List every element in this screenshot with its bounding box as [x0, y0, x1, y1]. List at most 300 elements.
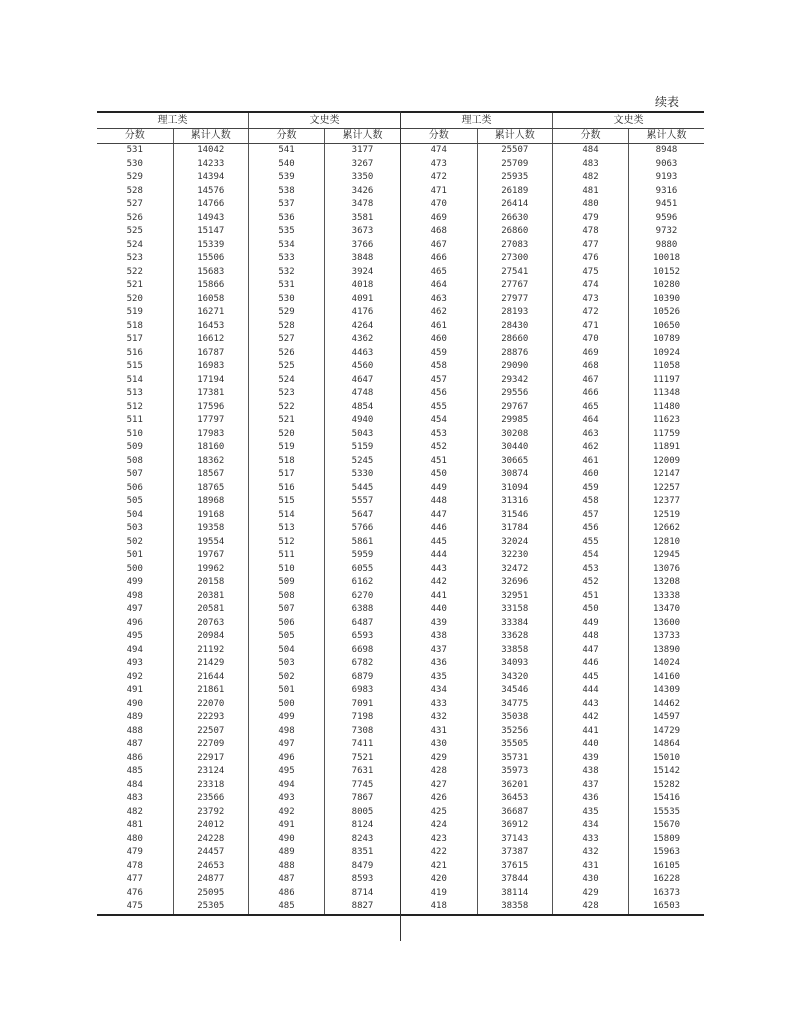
score-cell: 482 [553, 171, 629, 185]
table-row [401, 806, 704, 820]
score-cell: 424 [401, 819, 477, 833]
table-row [401, 725, 704, 739]
table-row [401, 239, 704, 253]
score-cell: 471 [401, 185, 477, 199]
score-cell: 483 [553, 158, 629, 172]
score-cell: 443 [401, 563, 477, 577]
cumulative-cell: 33158 [477, 603, 553, 617]
cumulative-cell: 27977 [477, 293, 553, 307]
table-row [401, 752, 704, 766]
score-cell: 439 [401, 617, 477, 631]
cumulative-cell: 16453 [173, 320, 249, 334]
score-cell: 460 [401, 333, 477, 347]
cumulative-cell: 10018 [652, 253, 681, 264]
cumulative-cell: 16612 [173, 333, 249, 347]
table-row [401, 698, 704, 712]
score-cell: 512 [249, 536, 325, 550]
score-cell: 517 [249, 468, 325, 482]
score-cell: 536 [249, 212, 325, 226]
cumulative-cell: 12662 [652, 523, 681, 534]
cumulative-cell: 24457 [173, 846, 249, 860]
score-cell: 462 [401, 306, 477, 320]
cumulative-cell: 7411 [351, 739, 374, 750]
score-cell: 433 [553, 833, 629, 847]
score-cell: 487 [97, 738, 173, 752]
table-row [97, 455, 400, 469]
cumulative-cell: 36453 [477, 792, 553, 806]
score-cell: 444 [401, 549, 477, 563]
cumulative-cell: 5330 [351, 469, 374, 480]
score-cell: 435 [401, 671, 477, 685]
cumulative-cell: 9451 [655, 199, 678, 210]
table-row [97, 819, 400, 833]
cumulative-cell: 37615 [477, 860, 553, 874]
table-row [401, 293, 704, 307]
cumulative-cell: 7521 [351, 752, 374, 763]
cumulative-cell: 33628 [477, 630, 553, 644]
score-cell: 531 [249, 279, 325, 293]
score-cell: 436 [401, 657, 477, 671]
table-row [97, 779, 400, 793]
score-cell: 453 [401, 428, 477, 442]
score-cell: 516 [97, 347, 173, 361]
score-cell: 501 [249, 684, 325, 698]
cumulative-cell: 10280 [652, 280, 681, 291]
cumulative-cell: 11480 [652, 401, 681, 412]
category-header-science: 理工类 [97, 112, 249, 129]
cumulative-cell: 15147 [173, 225, 249, 239]
cumulative-cell: 15282 [652, 779, 681, 790]
cumulative-cell: 36912 [477, 819, 553, 833]
score-cell: 532 [249, 266, 325, 280]
table-row [97, 603, 400, 617]
score-cell: 433 [401, 698, 477, 712]
cumulative-cell: 29556 [477, 387, 553, 401]
table-row [401, 671, 704, 685]
score-cell: 449 [401, 482, 477, 496]
table-row [401, 900, 704, 915]
score-cell: 481 [97, 819, 173, 833]
table-row [401, 279, 704, 293]
cumulative-cell: 11759 [652, 428, 681, 439]
cumulative-cell: 12009 [652, 455, 681, 466]
cumulative-cell: 12377 [652, 496, 681, 507]
score-cell: 473 [401, 158, 477, 172]
cumulative-cell: 8479 [351, 860, 374, 871]
score-cell: 451 [401, 455, 477, 469]
cumulative-cell: 8243 [351, 833, 374, 844]
score-cell: 540 [249, 158, 325, 172]
table-row [401, 387, 704, 401]
cumulative-cell: 21192 [173, 644, 249, 658]
score-cell: 499 [97, 576, 173, 590]
score-cell: 448 [401, 495, 477, 509]
cumulative-cell: 29090 [477, 360, 553, 374]
score-cell: 476 [97, 887, 173, 901]
table-row [97, 765, 400, 779]
score-cell: 467 [401, 239, 477, 253]
continued-label: 续表 [655, 95, 680, 109]
cumulative-cell: 38114 [477, 887, 553, 901]
score-cell: 458 [401, 360, 477, 374]
table-body-right [401, 144, 704, 915]
score-cell: 472 [553, 306, 629, 320]
score-cell: 531 [97, 144, 173, 158]
score-tables [97, 111, 702, 941]
cumulative-cell: 8827 [325, 900, 401, 915]
cumulative-cell: 10390 [652, 293, 681, 304]
score-cell: 525 [249, 360, 325, 374]
score-cell: 470 [401, 198, 477, 212]
score-cell: 506 [249, 617, 325, 631]
cumulative-cell: 8124 [351, 820, 374, 831]
cumulative-cell: 15866 [173, 279, 249, 293]
cumulative-cell: 9316 [655, 185, 678, 196]
score-cell: 431 [553, 860, 629, 874]
cumulative-cell: 4362 [351, 334, 374, 345]
cumulative-cell: 19767 [173, 549, 249, 563]
score-cell: 511 [97, 414, 173, 428]
score-cell: 537 [249, 198, 325, 212]
cumulative-cell: 22070 [173, 698, 249, 712]
table-row [97, 347, 400, 361]
cumulative-cell: 18362 [173, 455, 249, 469]
score-cell: 451 [553, 590, 629, 604]
table-row [401, 657, 704, 671]
cumulative-cell: 31546 [477, 509, 553, 523]
score-cell: 521 [97, 279, 173, 293]
score-cell: 421 [401, 860, 477, 874]
cumulative-cell: 16373 [652, 887, 681, 898]
cumulative-cell: 18765 [173, 482, 249, 496]
cumulative-cell: 36687 [477, 806, 553, 820]
cumulative-cell: 5043 [351, 428, 374, 439]
score-cell: 453 [553, 563, 629, 577]
cumulative-cell: 15963 [652, 847, 681, 858]
score-cell: 486 [249, 887, 325, 901]
score-cell: 515 [249, 495, 325, 509]
cumulative-cell: 15142 [652, 766, 681, 777]
cumulative-cell: 4176 [351, 307, 374, 318]
table-row [401, 603, 704, 617]
cumulative-cell: 13600 [652, 617, 681, 628]
cumulative-cell: 6270 [351, 590, 374, 601]
cumulative-cell: 26414 [477, 198, 553, 212]
table-row [97, 738, 400, 752]
table-row [401, 401, 704, 415]
table-row [401, 576, 704, 590]
cumulative-cell: 13890 [652, 644, 681, 655]
cumulative-cell: 18968 [173, 495, 249, 509]
table-row [97, 225, 400, 239]
cumulative-cell: 27541 [477, 266, 553, 280]
cumulative-cell: 7198 [351, 712, 374, 723]
cumulative-cell: 17194 [173, 374, 249, 388]
score-cell: 491 [97, 684, 173, 698]
cumulative-cell: 26630 [477, 212, 553, 226]
score-cell: 515 [97, 360, 173, 374]
cumulative-cell: 5445 [351, 482, 374, 493]
score-cell: 432 [553, 846, 629, 860]
score-cell: 430 [401, 738, 477, 752]
table-row [401, 711, 704, 725]
table-row [401, 468, 704, 482]
score-cell: 522 [97, 266, 173, 280]
table-row [401, 185, 704, 199]
score-cell: 438 [553, 765, 629, 779]
score-cell: 484 [553, 144, 629, 158]
table-row [401, 765, 704, 779]
column-header-cumulative: 累计人数 [325, 129, 401, 144]
score-cell: 465 [553, 401, 629, 415]
score-cell: 485 [249, 900, 325, 915]
cumulative-cell: 4748 [351, 388, 374, 399]
cumulative-cell: 6487 [351, 617, 374, 628]
cumulative-cell: 14394 [173, 171, 249, 185]
score-cell: 496 [97, 617, 173, 631]
cumulative-cell: 11891 [652, 442, 681, 453]
score-cell: 520 [249, 428, 325, 442]
score-cell: 429 [553, 887, 629, 901]
table-row [401, 819, 704, 833]
score-cell: 474 [553, 279, 629, 293]
cumulative-cell: 34546 [477, 684, 553, 698]
cumulative-cell: 9880 [655, 239, 678, 250]
score-cell: 521 [249, 414, 325, 428]
score-cell: 490 [249, 833, 325, 847]
score-cell: 541 [249, 144, 325, 158]
cumulative-cell: 12257 [652, 482, 681, 493]
score-cell: 539 [249, 171, 325, 185]
table-row [97, 711, 400, 725]
column-header-score: 分数 [249, 129, 325, 144]
score-cell: 446 [401, 522, 477, 536]
cumulative-cell: 29342 [477, 374, 553, 388]
cumulative-cell: 14309 [652, 685, 681, 696]
table-row [401, 320, 704, 334]
score-cell: 492 [249, 806, 325, 820]
cumulative-cell: 20984 [173, 630, 249, 644]
column-header-cumulative: 累计人数 [477, 129, 553, 144]
cumulative-cell: 9193 [655, 172, 678, 183]
score-cell: 445 [553, 671, 629, 685]
table-row [97, 576, 400, 590]
cumulative-cell: 5159 [351, 442, 374, 453]
table-row [401, 414, 704, 428]
table-row [401, 873, 704, 887]
score-cell: 441 [401, 590, 477, 604]
score-cell: 425 [401, 806, 477, 820]
score-cell: 500 [249, 698, 325, 712]
cumulative-cell: 10152 [652, 266, 681, 277]
cumulative-cell: 20158 [173, 576, 249, 590]
table-row [97, 549, 400, 563]
score-cell: 479 [97, 846, 173, 860]
score-cell: 475 [553, 266, 629, 280]
cumulative-cell: 27300 [477, 252, 553, 266]
score-cell: 440 [401, 603, 477, 617]
table-row [401, 617, 704, 631]
score-cell: 477 [97, 873, 173, 887]
cumulative-cell: 15683 [173, 266, 249, 280]
score-cell: 460 [553, 468, 629, 482]
cumulative-cell: 14766 [173, 198, 249, 212]
cumulative-cell: 36201 [477, 779, 553, 793]
cumulative-cell: 8593 [351, 874, 374, 885]
score-cell: 455 [553, 536, 629, 550]
cumulative-cell: 20581 [173, 603, 249, 617]
score-cell: 503 [97, 522, 173, 536]
score-cell: 461 [401, 320, 477, 334]
table-row [401, 225, 704, 239]
score-cell: 439 [553, 752, 629, 766]
score-cell: 526 [249, 347, 325, 361]
table-row [401, 792, 704, 806]
table-row [401, 860, 704, 874]
score-cell: 442 [401, 576, 477, 590]
cumulative-cell: 33384 [477, 617, 553, 631]
cumulative-cell: 14597 [652, 712, 681, 723]
score-cell: 533 [249, 252, 325, 266]
table-row [97, 522, 400, 536]
table-row [97, 792, 400, 806]
cumulative-cell: 6698 [351, 644, 374, 655]
score-cell: 509 [97, 441, 173, 455]
cumulative-cell: 27083 [477, 239, 553, 253]
cumulative-cell: 35038 [477, 711, 553, 725]
score-cell: 493 [97, 657, 173, 671]
score-cell: 481 [553, 185, 629, 199]
table-row [97, 158, 400, 172]
score-cell: 467 [553, 374, 629, 388]
cumulative-cell: 28876 [477, 347, 553, 361]
score-cell: 441 [553, 725, 629, 739]
score-cell: 510 [249, 563, 325, 577]
score-cell: 423 [401, 833, 477, 847]
table-row [97, 374, 400, 388]
table-row [97, 387, 400, 401]
cumulative-cell: 25709 [477, 158, 553, 172]
cumulative-cell: 17596 [173, 401, 249, 415]
table-row [97, 252, 400, 266]
score-cell: 475 [97, 900, 173, 915]
score-cell: 522 [249, 401, 325, 415]
score-cell: 444 [553, 684, 629, 698]
column-header-score: 分数 [401, 129, 477, 144]
table-row [401, 266, 704, 280]
cumulative-cell: 16105 [652, 860, 681, 871]
cumulative-cell: 16503 [629, 900, 705, 915]
cumulative-cell: 11623 [652, 415, 681, 426]
cumulative-cell: 35973 [477, 765, 553, 779]
cumulative-cell: 28660 [477, 333, 553, 347]
cumulative-cell: 11197 [652, 374, 681, 385]
score-cell: 505 [97, 495, 173, 509]
score-cell: 524 [97, 239, 173, 253]
cumulative-cell: 16983 [173, 360, 249, 374]
score-table-left [97, 111, 400, 916]
cumulative-cell: 14160 [652, 671, 681, 682]
table-row [97, 428, 400, 442]
cumulative-cell: 13470 [652, 604, 681, 615]
table-row [401, 522, 704, 536]
cumulative-cell: 3848 [351, 253, 374, 264]
table-row [97, 873, 400, 887]
table-row [401, 563, 704, 577]
score-cell: 500 [97, 563, 173, 577]
score-cell: 461 [553, 455, 629, 469]
table-row [401, 495, 704, 509]
table-row [97, 239, 400, 253]
cumulative-cell: 22293 [173, 711, 249, 725]
table-row [401, 779, 704, 793]
score-cell: 497 [249, 738, 325, 752]
score-cell: 513 [97, 387, 173, 401]
score-cell: 435 [553, 806, 629, 820]
cumulative-cell: 11348 [652, 388, 681, 399]
cumulative-cell: 8351 [351, 847, 374, 858]
cumulative-cell: 6388 [351, 604, 374, 615]
cumulative-cell: 37143 [477, 833, 553, 847]
cumulative-cell: 32472 [477, 563, 553, 577]
cumulative-cell: 19962 [173, 563, 249, 577]
score-cell: 437 [401, 644, 477, 658]
table-row [401, 644, 704, 658]
cumulative-cell: 10526 [652, 307, 681, 318]
score-cell: 517 [97, 333, 173, 347]
score-cell: 538 [249, 185, 325, 199]
cumulative-cell: 4264 [351, 320, 374, 331]
table-row [97, 495, 400, 509]
score-cell: 488 [249, 860, 325, 874]
score-cell: 520 [97, 293, 173, 307]
cumulative-cell: 25507 [477, 144, 553, 158]
score-cell: 514 [97, 374, 173, 388]
cumulative-cell: 23566 [173, 792, 249, 806]
table-row [97, 306, 400, 320]
score-cell: 487 [249, 873, 325, 887]
cumulative-cell: 19554 [173, 536, 249, 550]
score-cell: 523 [249, 387, 325, 401]
score-cell: 446 [553, 657, 629, 671]
score-cell: 454 [553, 549, 629, 563]
cumulative-cell: 5647 [351, 509, 374, 520]
table-row [401, 482, 704, 496]
score-cell: 518 [249, 455, 325, 469]
cumulative-cell: 10924 [652, 347, 681, 358]
score-cell: 534 [249, 239, 325, 253]
cumulative-cell: 5766 [351, 523, 374, 534]
cumulative-cell: 35505 [477, 738, 553, 752]
cumulative-cell: 34320 [477, 671, 553, 685]
score-cell: 436 [553, 792, 629, 806]
score-cell: 530 [249, 293, 325, 307]
table-row [401, 630, 704, 644]
cumulative-cell: 35731 [477, 752, 553, 766]
cumulative-cell: 27767 [477, 279, 553, 293]
table-row [97, 279, 400, 293]
cumulative-cell: 32951 [477, 590, 553, 604]
score-cell: 459 [553, 482, 629, 496]
score-cell: 506 [97, 482, 173, 496]
score-cell: 469 [401, 212, 477, 226]
table-row [401, 536, 704, 550]
score-cell: 528 [249, 320, 325, 334]
cumulative-cell: 12519 [652, 509, 681, 520]
cumulative-cell: 14729 [652, 725, 681, 736]
cumulative-cell: 25935 [477, 171, 553, 185]
cumulative-cell: 8005 [351, 806, 374, 817]
